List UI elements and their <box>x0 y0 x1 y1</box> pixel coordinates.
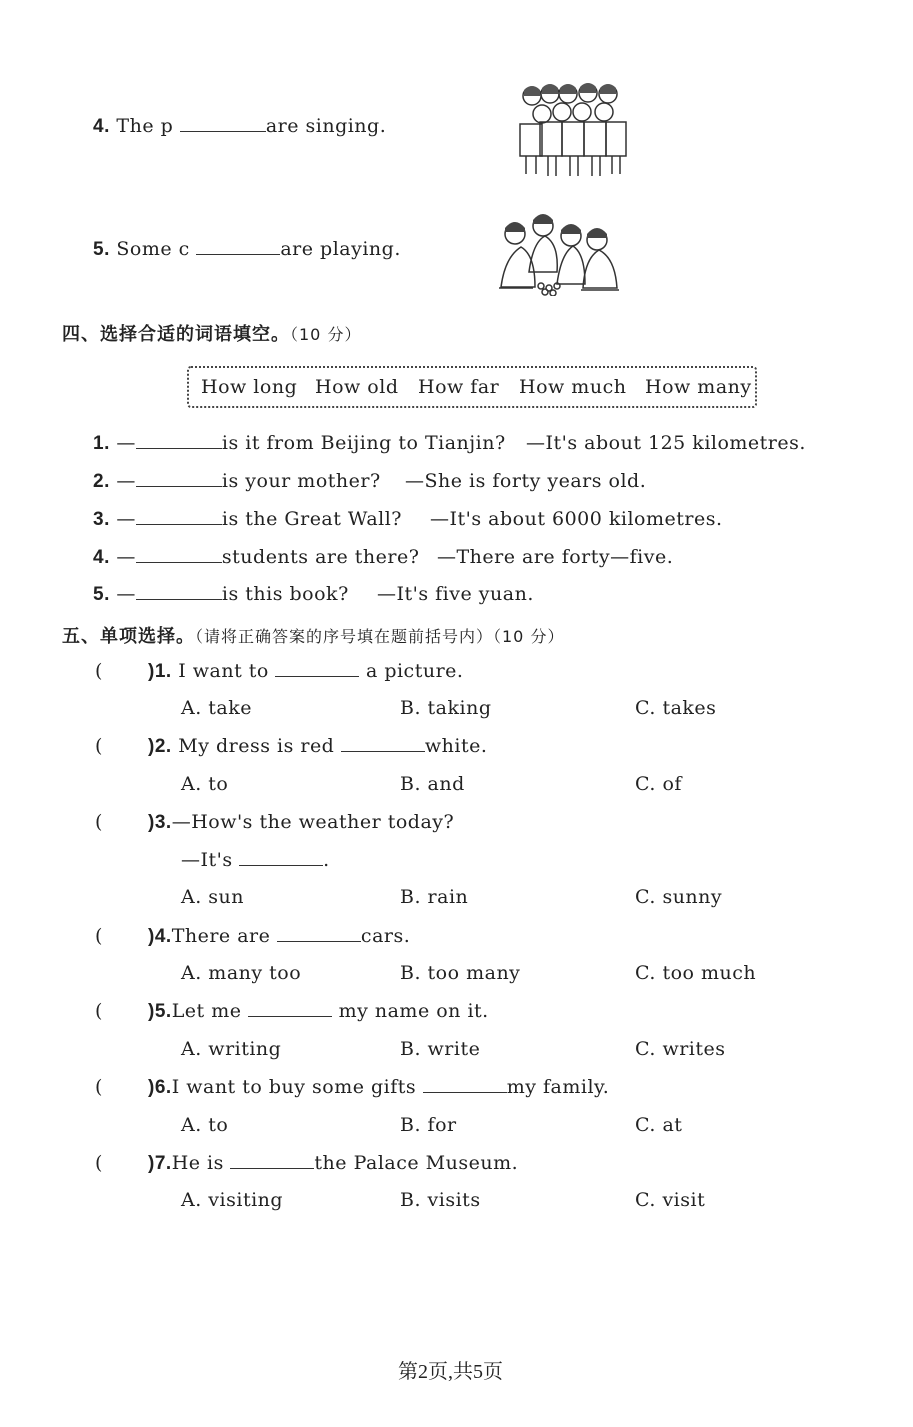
answer-blank[interactable] <box>136 434 222 449</box>
q5-stem: )5.Let me my name on it. <box>148 1000 489 1022</box>
answer-paren[interactable]: ( <box>95 811 103 833</box>
option-c[interactable]: C. writes <box>635 1038 726 1060</box>
answer-paren[interactable]: ( <box>95 735 103 757</box>
p4-item-4: 4. — students are there? <box>93 546 420 568</box>
children-playing-illustration <box>493 212 623 296</box>
option-c[interactable]: C. at <box>635 1114 683 1136</box>
option-c[interactable]: C. too much <box>635 962 757 984</box>
answer-blank <box>230 1154 314 1169</box>
option-b[interactable]: B. visits <box>400 1189 481 1211</box>
option-c[interactable]: C. visit <box>635 1189 706 1211</box>
q1-stem: )1. I want to a picture. <box>148 660 464 682</box>
p4-answer-4: —There are forty—five. <box>437 546 674 568</box>
p4-answer-1: —It's about 125 kilometres. <box>526 432 806 454</box>
p4-answer-3: —It's about 6000 kilometres. <box>430 508 723 530</box>
q2-stem: )2. My dress is red white. <box>148 735 488 757</box>
p4-item-2: 2. — is your mother? <box>93 470 381 492</box>
part4-heading: 四、选择合适的词语填空。（10 分） <box>62 324 362 345</box>
answer-paren[interactable]: ( <box>95 1152 103 1174</box>
option-a[interactable]: A. take <box>181 697 253 719</box>
answer-blank[interactable] <box>180 117 266 132</box>
answer-blank[interactable] <box>136 585 222 600</box>
word-option: How much <box>519 376 627 398</box>
word-option: How many <box>645 376 752 398</box>
word-bank <box>187 366 757 408</box>
option-b[interactable]: B. taking <box>400 697 492 719</box>
p4-item-3: 3. — is the Great Wall? <box>93 508 402 530</box>
q7-stem: )7.He is the Palace Museum. <box>148 1152 519 1174</box>
answer-paren[interactable]: ( <box>95 925 103 947</box>
option-a[interactable]: A. to <box>181 773 229 795</box>
option-c[interactable]: C. takes <box>635 697 717 719</box>
p4-answer-5: —It's five yuan. <box>377 583 534 605</box>
p3-item-5: 5. Some c are playing. <box>93 238 401 260</box>
answer-blank <box>239 851 323 866</box>
answer-blank[interactable] <box>136 548 222 563</box>
part5-heading: 五、单项选择。（请将正确答案的序号填在题前括号内）（10 分） <box>62 626 565 647</box>
option-b[interactable]: B. write <box>400 1038 481 1060</box>
q4-stem: )4.There are cars. <box>148 925 411 947</box>
p3-item-4: 4. The p are singing. <box>93 115 387 137</box>
option-a[interactable]: A. sun <box>181 886 245 908</box>
q3-stem-line2: —It's . <box>181 849 330 871</box>
option-b[interactable]: B. and <box>400 773 465 795</box>
page-number: 第2页,共5页 <box>398 1361 503 1383</box>
q6-stem: )6.I want to buy some gifts my family. <box>148 1076 610 1098</box>
word-option: How old <box>315 376 399 398</box>
word-option: How long <box>201 376 298 398</box>
option-a[interactable]: A. writing <box>181 1038 282 1060</box>
option-c[interactable]: C. sunny <box>635 886 723 908</box>
p4-answer-2: —She is forty years old. <box>405 470 647 492</box>
p4-item-1: 1. — is it from Beijing to Tianjin? <box>93 432 506 454</box>
option-b[interactable]: B. rain <box>400 886 469 908</box>
answer-blank <box>423 1078 507 1093</box>
answer-blank <box>275 662 359 677</box>
answer-blank <box>277 927 361 942</box>
singers-illustration <box>512 82 632 180</box>
option-a[interactable]: A. visiting <box>181 1189 284 1211</box>
p4-item-5: 5. — is this book? <box>93 583 349 605</box>
answer-blank <box>248 1002 332 1017</box>
option-b[interactable]: B. for <box>400 1114 457 1136</box>
answer-paren[interactable]: ( <box>95 660 103 682</box>
option-c[interactable]: C. of <box>635 773 682 795</box>
answer-blank[interactable] <box>136 472 222 487</box>
answer-blank[interactable] <box>196 240 280 255</box>
answer-paren[interactable]: ( <box>95 1000 103 1022</box>
option-a[interactable]: A. many too <box>181 962 302 984</box>
option-a[interactable]: A. to <box>181 1114 229 1136</box>
answer-blank <box>341 737 425 752</box>
answer-paren[interactable]: ( <box>95 1076 103 1098</box>
q3-stem: )3.—How's the weather today? <box>148 811 455 833</box>
answer-blank[interactable] <box>136 510 222 525</box>
option-b[interactable]: B. too many <box>400 962 521 984</box>
word-option: How far <box>418 376 500 398</box>
